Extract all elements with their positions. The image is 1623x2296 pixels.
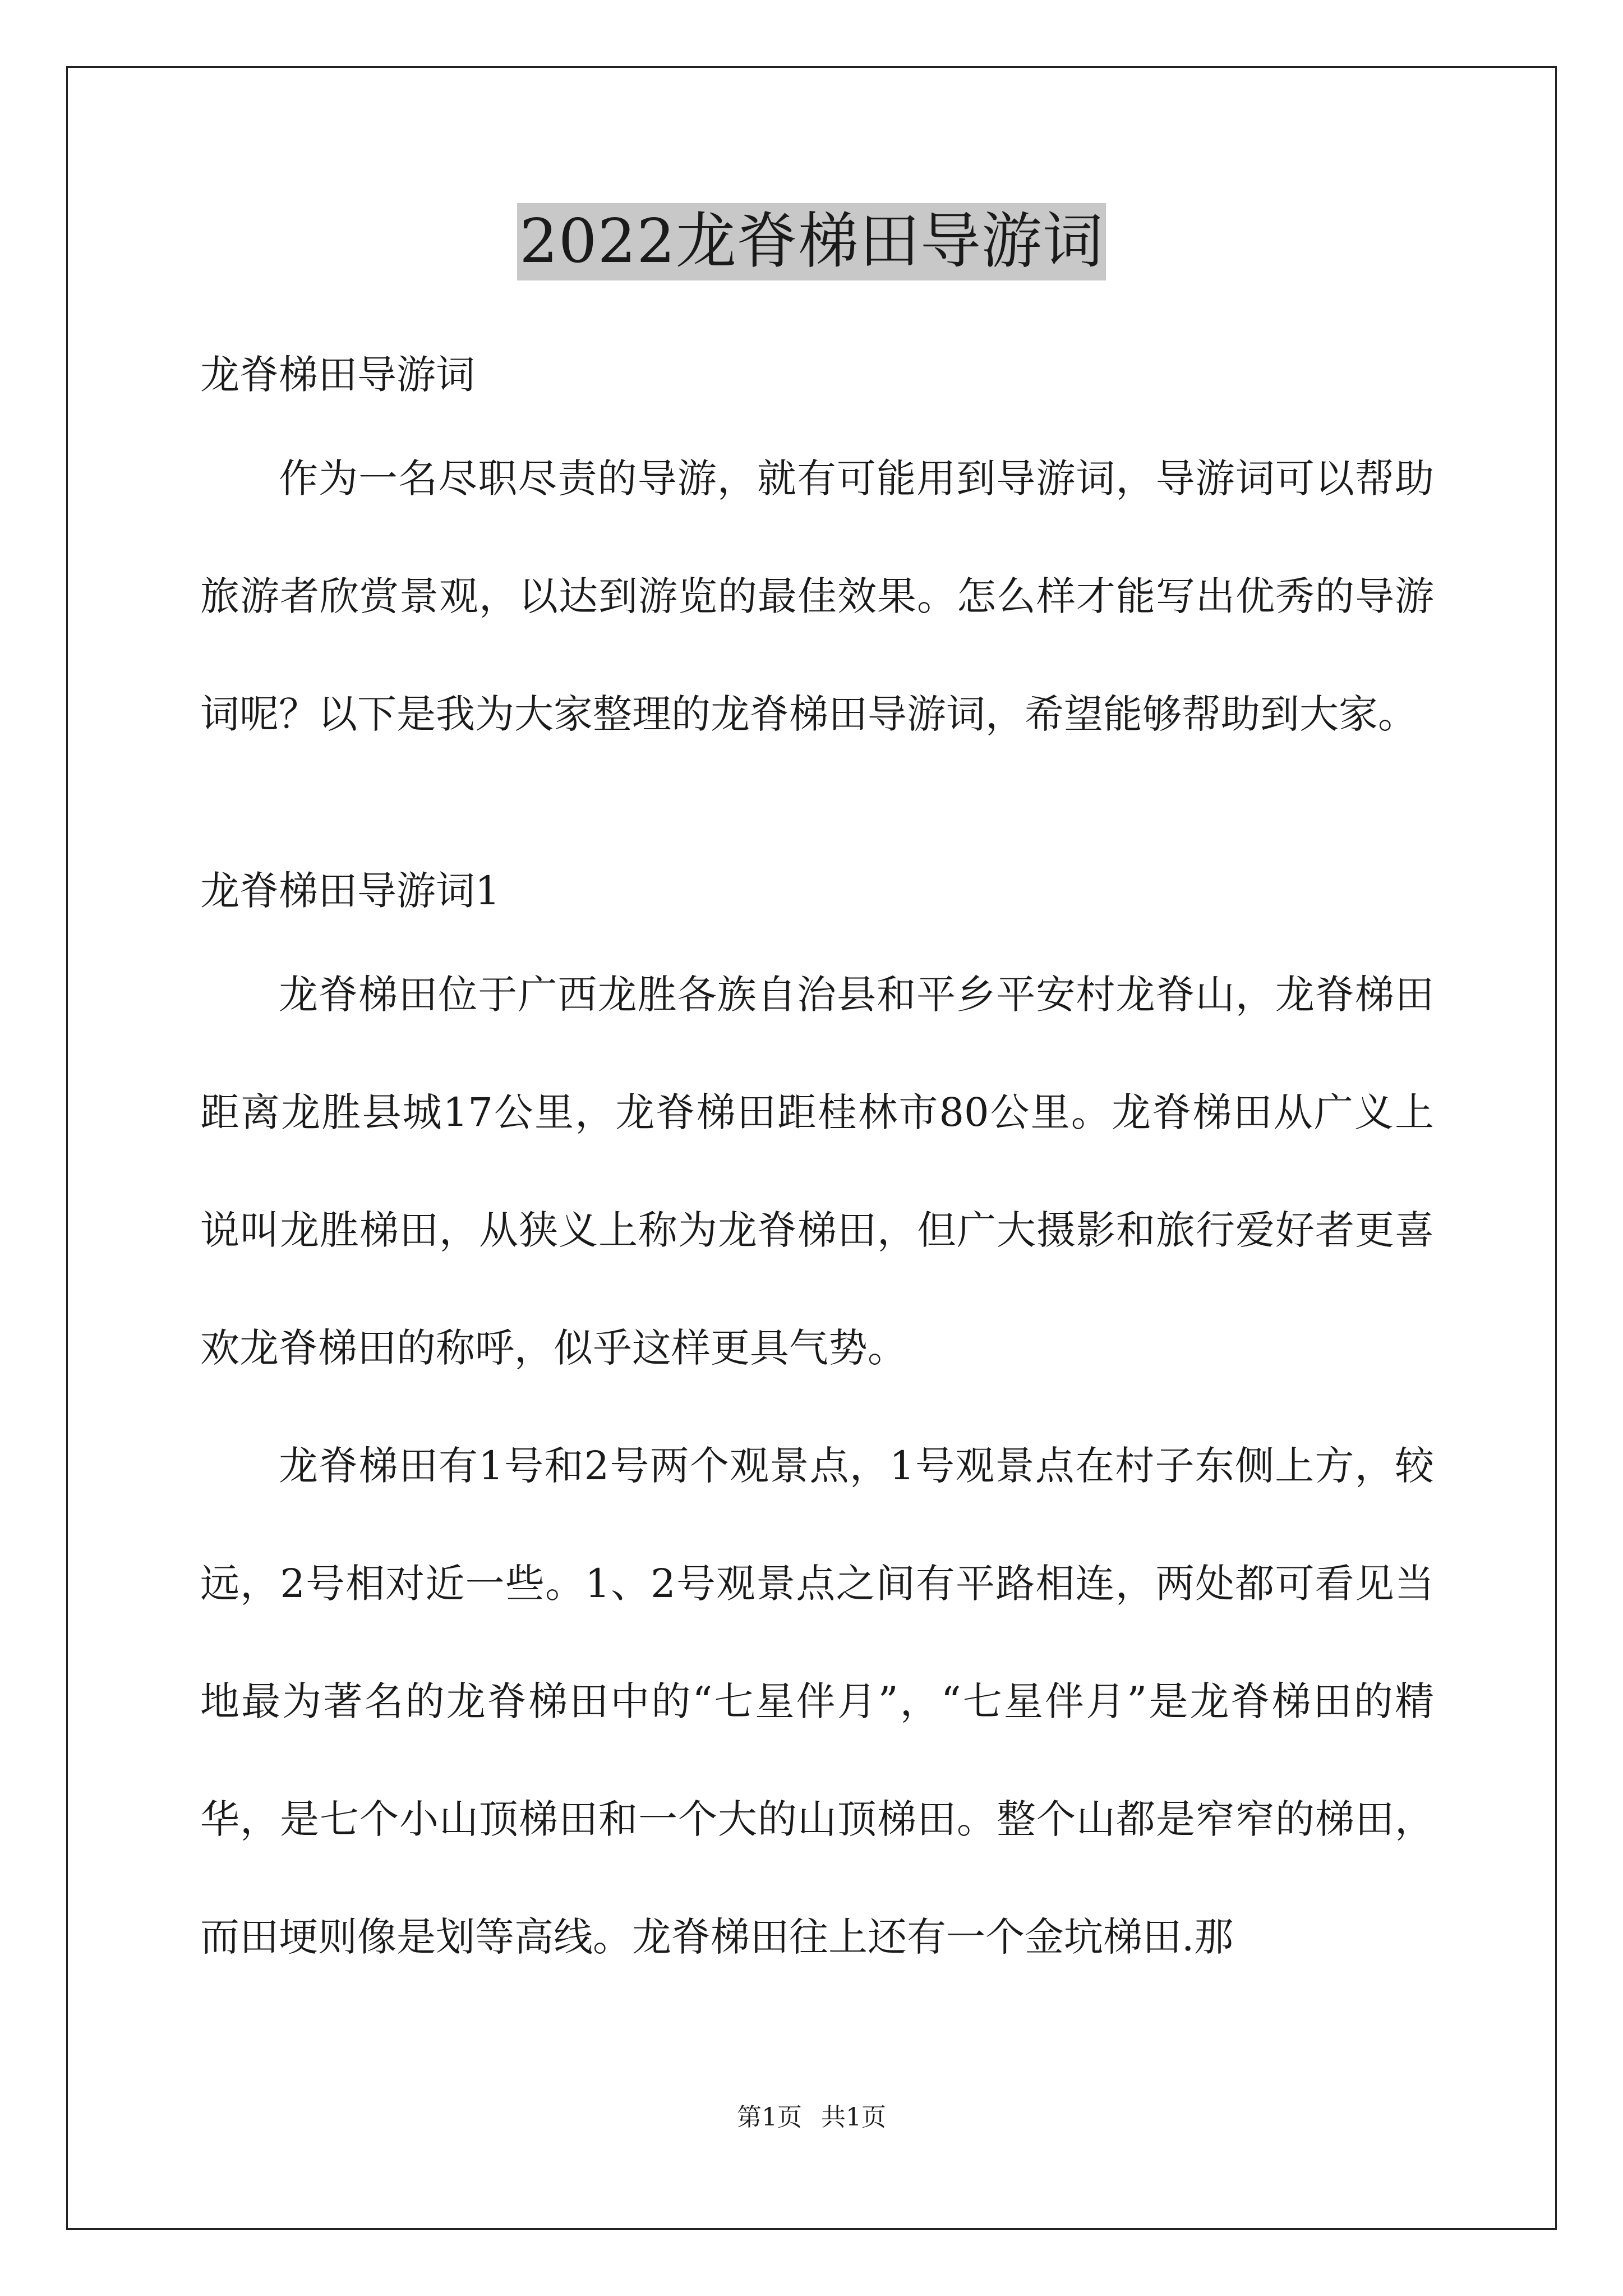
subtitle: 龙脊梯田导游词	[200, 352, 475, 398]
intro-paragraph: 作为一名尽职尽责的导游，就有可能用到导游词，导游词可以帮助旅游者欣赏景观，以达到游览的最佳效果。怎么样才能写出优秀的导游词呢？以下是我为大家整理的龙脊梯田导游词，希望能够帮助到大家。	[200, 455, 1434, 737]
document-title: 2022龙脊梯田导游词	[517, 203, 1106, 280]
body-paragraph-1: 龙脊梯田位于广西龙胜各族自治县和平乡平安村龙脊山，龙脊梯田距离龙胜县城17公里，龙脊梯田距桂林市80公里。龙脊梯田从广义上说叫龙胜梯田，从狭义上称为龙脊梯田，但广大摄影和旅行爱好者更喜欢龙脊梯田的称呼，似乎这样更具气势。	[200, 972, 1434, 1371]
page-total: 共1页	[821, 2103, 886, 2132]
section-heading: 龙脊梯田导游词1	[200, 868, 500, 914]
title-container	[0, 203, 1623, 280]
document-body	[200, 330, 1434, 1996]
body-paragraph-2: 龙脊梯田有1号和2号两个观景点，1号观景点在村子东侧上方，较远，2号相对近一些。1、2号观景点之间有平路相连，两处都可看见当地最为著名的龙脊梯田中的“七星伴月”，“七星伴月”是龙脊梯田的精华，是七个小山顶梯田和一个大的山顶梯田。整个山都是窄窄的梯田，而田埂则像是划等高线。龙脊梯田往上还有一个金坑梯田.那	[200, 1443, 1434, 1960]
page-number: 第1页	[737, 2103, 802, 2132]
page-footer	[0, 2101, 1623, 2134]
section-spacer	[200, 773, 1434, 846]
